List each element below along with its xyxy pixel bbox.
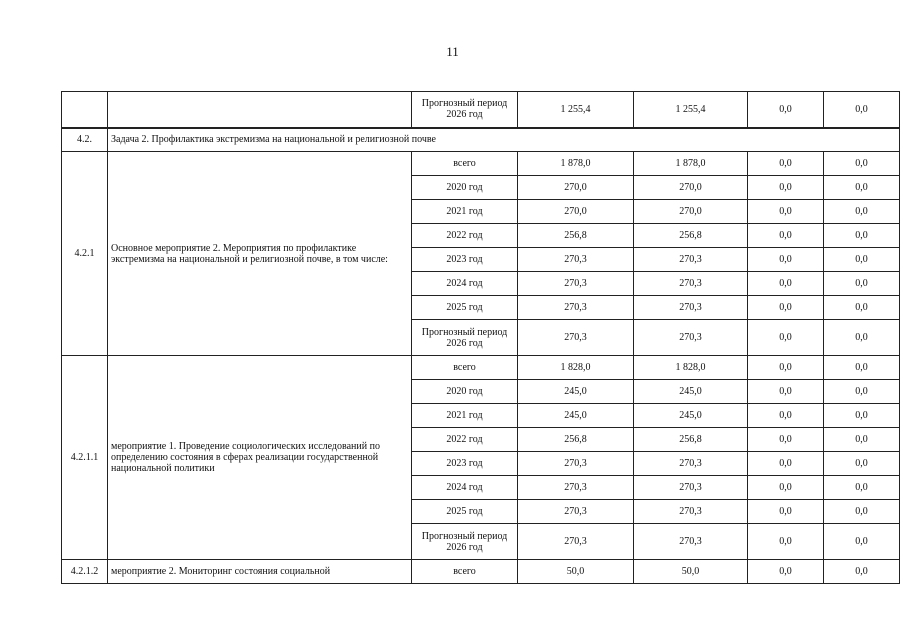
- value-cell: 245,0: [634, 404, 748, 428]
- value-cell: 0,0: [824, 176, 900, 200]
- value-cell: 0,0: [748, 524, 824, 560]
- table-row: [62, 152, 900, 176]
- value-cell: 1 828,0: [634, 356, 748, 380]
- table-row: [62, 356, 900, 380]
- value-cell: 0,0: [748, 224, 824, 248]
- period-cell: 2022 год: [412, 428, 518, 452]
- value-cell: 256,8: [634, 224, 748, 248]
- value-cell: 245,0: [518, 404, 634, 428]
- value-cell: 270,0: [518, 176, 634, 200]
- value-cell: 270,3: [518, 500, 634, 524]
- value-cell: 0,0: [748, 320, 824, 356]
- value-cell: 0,0: [824, 152, 900, 176]
- value-cell: 245,0: [518, 380, 634, 404]
- value-cell: 270,3: [634, 320, 748, 356]
- value-cell: 245,0: [634, 380, 748, 404]
- value-cell: 50,0: [634, 560, 748, 584]
- task-code: 4.2.: [62, 128, 108, 152]
- code-cell: 4.2.1.1: [62, 356, 108, 560]
- period-cell: 2025 год: [412, 500, 518, 524]
- value-cell: 0,0: [824, 92, 900, 128]
- description-cell: [108, 92, 412, 128]
- value-cell: 0,0: [748, 380, 824, 404]
- period-cell: 2022 год: [412, 224, 518, 248]
- value-cell: 0,0: [824, 320, 900, 356]
- value-cell: 270,3: [634, 476, 748, 500]
- value-cell: 0,0: [824, 356, 900, 380]
- task-title: Задача 2. Профилактика экстремизма на национальной и религиозной почве: [108, 128, 900, 152]
- value-cell: 0,0: [748, 296, 824, 320]
- value-cell: 0,0: [824, 524, 900, 560]
- value-cell: 270,3: [518, 320, 634, 356]
- value-cell: 270,3: [518, 452, 634, 476]
- value-cell: 0,0: [824, 380, 900, 404]
- value-cell: 0,0: [824, 500, 900, 524]
- value-cell: 270,3: [518, 476, 634, 500]
- value-cell: 0,0: [748, 272, 824, 296]
- code-cell: 4.2.1.2: [62, 560, 108, 584]
- period-cell: Прогнозный период 2026 год: [412, 320, 518, 356]
- period-cell: 2024 год: [412, 476, 518, 500]
- value-cell: 0,0: [748, 200, 824, 224]
- value-cell: 0,0: [748, 500, 824, 524]
- value-cell: 270,0: [634, 200, 748, 224]
- value-cell: 270,3: [634, 272, 748, 296]
- value-cell: 1 878,0: [518, 152, 634, 176]
- budget-table: [61, 91, 900, 584]
- value-cell: 0,0: [824, 200, 900, 224]
- value-cell: 0,0: [824, 404, 900, 428]
- period-cell: 2020 год: [412, 380, 518, 404]
- value-cell: 0,0: [748, 248, 824, 272]
- period-cell: всего: [412, 152, 518, 176]
- value-cell: 0,0: [824, 224, 900, 248]
- value-cell: 0,0: [748, 476, 824, 500]
- value-cell: 0,0: [748, 92, 824, 128]
- page-number: 11: [446, 44, 459, 59]
- period-cell: всего: [412, 356, 518, 380]
- value-cell: 270,3: [518, 272, 634, 296]
- period-cell: 2023 год: [412, 248, 518, 272]
- value-cell: 0,0: [748, 356, 824, 380]
- value-cell: 256,8: [518, 428, 634, 452]
- value-cell: 0,0: [824, 428, 900, 452]
- period-cell: Прогнозный период 2026 год: [412, 92, 518, 128]
- value-cell: 0,0: [824, 248, 900, 272]
- value-cell: 1 255,4: [634, 92, 748, 128]
- value-cell: 270,0: [634, 176, 748, 200]
- code-cell: [62, 92, 108, 128]
- value-cell: 0,0: [748, 404, 824, 428]
- value-cell: 1 828,0: [518, 356, 634, 380]
- table-row: [62, 560, 900, 584]
- period-cell: 2021 год: [412, 404, 518, 428]
- value-cell: 270,0: [518, 200, 634, 224]
- period-cell: 2021 год: [412, 200, 518, 224]
- period-cell: 2023 год: [412, 452, 518, 476]
- period-cell: 2020 год: [412, 176, 518, 200]
- value-cell: 1 255,4: [518, 92, 634, 128]
- value-cell: 270,3: [634, 524, 748, 560]
- value-cell: 0,0: [824, 296, 900, 320]
- value-cell: 0,0: [824, 560, 900, 584]
- task-row: [62, 128, 900, 152]
- value-cell: 270,3: [518, 248, 634, 272]
- period-cell: 2025 год: [412, 296, 518, 320]
- description-cell: мероприятие 2. Мониторинг состояния социальной: [108, 560, 412, 584]
- value-cell: 0,0: [824, 272, 900, 296]
- value-cell: 0,0: [824, 452, 900, 476]
- value-cell: 0,0: [748, 176, 824, 200]
- description-cell: мероприятие 1. Проведение социологических исследований по определению состояния в сферах реализации государственной национальной политики: [108, 356, 412, 560]
- value-cell: 270,3: [634, 452, 748, 476]
- table-row: [62, 92, 900, 128]
- value-cell: 0,0: [748, 452, 824, 476]
- value-cell: 270,3: [518, 524, 634, 560]
- period-cell: 2024 год: [412, 272, 518, 296]
- value-cell: 50,0: [518, 560, 634, 584]
- value-cell: 270,3: [634, 248, 748, 272]
- value-cell: 0,0: [824, 476, 900, 500]
- value-cell: 256,8: [518, 224, 634, 248]
- period-cell: всего: [412, 560, 518, 584]
- value-cell: 0,0: [748, 428, 824, 452]
- code-cell: 4.2.1: [62, 152, 108, 356]
- value-cell: 0,0: [748, 152, 824, 176]
- value-cell: 0,0: [748, 560, 824, 584]
- value-cell: 270,3: [634, 296, 748, 320]
- value-cell: 270,3: [634, 500, 748, 524]
- value-cell: 256,8: [634, 428, 748, 452]
- description-cell: Основное мероприятие 2. Мероприятия по профилактике экстремизма на национальной и религиозной почве, в том числе:: [108, 152, 412, 356]
- value-cell: 1 878,0: [634, 152, 748, 176]
- value-cell: 270,3: [518, 296, 634, 320]
- period-cell: Прогнозный период 2026 год: [412, 524, 518, 560]
